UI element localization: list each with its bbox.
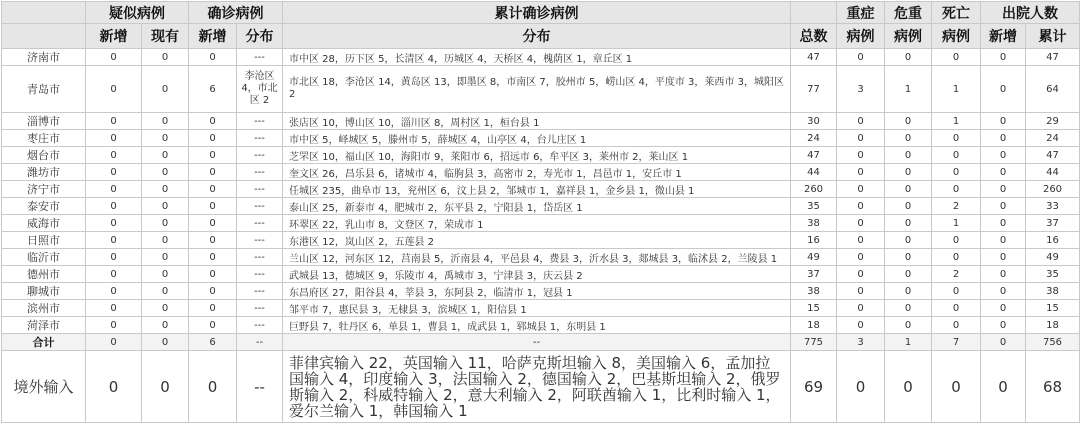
- severe-cell: 3: [837, 334, 885, 351]
- confirmed-dist-cell: ---: [237, 300, 283, 317]
- severe-cell: 0: [837, 49, 885, 66]
- city-cell: 聊城市: [2, 283, 86, 300]
- death-cell: 7: [932, 334, 981, 351]
- suspected-current-cell: 0: [142, 215, 189, 232]
- death-cell: 0: [932, 283, 981, 300]
- discharged-new-cell: 0: [981, 181, 1026, 198]
- header-discharged-total: 累计: [1026, 24, 1080, 49]
- table-row: [2, 266, 1080, 283]
- suspected-current-cell: 0: [142, 300, 189, 317]
- suspected-new-cell: 0: [86, 113, 142, 130]
- city-cell: 菏泽市: [2, 317, 86, 334]
- table-body: [2, 49, 1080, 423]
- critical-cell: 0: [885, 49, 932, 66]
- suspected-new-cell: 0: [86, 130, 142, 147]
- suspected-new-cell: 0: [86, 181, 142, 198]
- suspected-current-cell: 0: [142, 66, 189, 113]
- header-confirmed-dist: 分布: [237, 24, 283, 49]
- city-cell: 合计: [2, 334, 86, 351]
- table-row: [2, 130, 1080, 147]
- confirmed-new-cell: 0: [189, 130, 237, 147]
- header-confirmed-new: 新增: [189, 24, 237, 49]
- discharged-total-cell: 756: [1026, 334, 1080, 351]
- confirmed-new-cell: 6: [189, 334, 237, 351]
- confirmed-dist-cell: ---: [237, 317, 283, 334]
- discharged-total-cell: 15: [1026, 300, 1080, 317]
- header-cum-dist: 分布: [283, 24, 791, 49]
- city-cell: 滨州市: [2, 300, 86, 317]
- suspected-current-cell: 0: [142, 181, 189, 198]
- confirmed-dist-cell: ---: [237, 181, 283, 198]
- discharged-new-cell: 0: [981, 130, 1026, 147]
- suspected-new-cell: 0: [86, 351, 142, 423]
- table-row: [2, 198, 1080, 215]
- death-cell: 0: [932, 49, 981, 66]
- discharged-new-cell: 0: [981, 49, 1026, 66]
- distribution-cell: 市北区 18，李沧区 14，黄岛区 13，即墨区 8，市南区 7，胶州市 5，崂山区 4，平度市 3，莱西市 3，城阳区 2: [283, 66, 791, 113]
- severe-cell: 0: [837, 215, 885, 232]
- confirmed-dist-cell: ---: [237, 249, 283, 266]
- critical-cell: 0: [885, 215, 932, 232]
- critical-cell: 0: [885, 164, 932, 181]
- discharged-new-cell: 0: [981, 283, 1026, 300]
- distribution-cell: 环翠区 22，乳山市 8，文登区 7，荣成市 1: [283, 215, 791, 232]
- severe-cell: 0: [837, 181, 885, 198]
- discharged-new-cell: 0: [981, 249, 1026, 266]
- suspected-new-cell: 0: [86, 49, 142, 66]
- discharged-new-cell: 0: [981, 147, 1026, 164]
- discharged-new-cell: 0: [981, 164, 1026, 181]
- confirmed-new-cell: 0: [189, 215, 237, 232]
- confirmed-dist-cell: ---: [237, 147, 283, 164]
- distribution-cell: 菲律宾输入 22，英国输入 11，哈萨克斯坦输入 8，美国输入 6，孟加拉国输入 4，印度输入 3，法国输入 2，德国输入 2，巴基斯坦输入 2，俄罗斯输入 2，科威特输入 2，意大利输入 2，阿联酋输入 1，比利时输入 1，爱尔兰输入 1，韩国输入 1: [283, 351, 791, 423]
- table-row: [2, 215, 1080, 232]
- discharged-total-cell: 44: [1026, 164, 1080, 181]
- suspected-new-cell: 0: [86, 66, 142, 113]
- severe-cell: 0: [837, 317, 885, 334]
- critical-cell: 0: [885, 113, 932, 130]
- confirmed-new-cell: 0: [189, 232, 237, 249]
- header-suspected-new: 新增: [86, 24, 142, 49]
- distribution-cell: 奎文区 26，昌乐县 6，诸城市 4，临朐县 3，高密市 2，寿光市 1，昌邑市 1，安丘市 1: [283, 164, 791, 181]
- city-cell: 济宁市: [2, 181, 86, 198]
- discharged-total-cell: 260: [1026, 181, 1080, 198]
- header-cum-total: 总数: [791, 24, 837, 49]
- death-cell: 0: [932, 351, 981, 423]
- confirmed-dist-cell: 李沧区 4，市北区 2: [237, 66, 283, 113]
- severe-cell: 0: [837, 266, 885, 283]
- critical-cell: 0: [885, 249, 932, 266]
- table-row: [2, 351, 1080, 423]
- discharged-new-cell: 0: [981, 334, 1026, 351]
- table-row: [2, 164, 1080, 181]
- critical-cell: 1: [885, 334, 932, 351]
- confirmed-new-cell: 0: [189, 283, 237, 300]
- discharged-total-cell: 47: [1026, 49, 1080, 66]
- header-suspected: 疑似病例: [86, 2, 189, 24]
- city-cell: 境外输入: [2, 351, 86, 423]
- suspected-current-cell: 0: [142, 249, 189, 266]
- confirmed-dist-cell: --: [237, 334, 283, 351]
- death-cell: 0: [932, 249, 981, 266]
- suspected-current-cell: 0: [142, 147, 189, 164]
- suspected-current-cell: 0: [142, 164, 189, 181]
- discharged-total-cell: 47: [1026, 147, 1080, 164]
- death-cell: 0: [932, 164, 981, 181]
- critical-cell: 0: [885, 317, 932, 334]
- confirmed-new-cell: 0: [189, 181, 237, 198]
- header-suspected-existing: 现有: [142, 24, 189, 49]
- death-cell: 0: [932, 130, 981, 147]
- total-cell: 38: [791, 215, 837, 232]
- confirmed-dist-cell: ---: [237, 283, 283, 300]
- table-row: [2, 300, 1080, 317]
- confirmed-new-cell: 0: [189, 147, 237, 164]
- confirmed-new-cell: 0: [189, 266, 237, 283]
- discharged-total-cell: 18: [1026, 317, 1080, 334]
- distribution-cell: 东昌府区 27，阳谷县 4，莘县 3，东阿县 2，临清市 1，冠县 1: [283, 283, 791, 300]
- severe-cell: 0: [837, 351, 885, 423]
- city-cell: 烟台市: [2, 147, 86, 164]
- suspected-new-cell: 0: [86, 147, 142, 164]
- city-cell: 日照市: [2, 232, 86, 249]
- suspected-new-cell: 0: [86, 249, 142, 266]
- discharged-new-cell: 0: [981, 317, 1026, 334]
- confirmed-new-cell: 0: [189, 351, 237, 423]
- severe-cell: 0: [837, 198, 885, 215]
- critical-cell: 0: [885, 198, 932, 215]
- covid-case-table: [1, 1, 1080, 423]
- header-death: 死亡: [932, 2, 981, 24]
- confirmed-new-cell: 0: [189, 198, 237, 215]
- critical-cell: 0: [885, 232, 932, 249]
- confirmed-dist-cell: ---: [237, 198, 283, 215]
- total-cell: 69: [791, 351, 837, 423]
- header-cumulative: 累计确诊病例: [283, 2, 791, 24]
- confirmed-new-cell: 0: [189, 49, 237, 66]
- city-cell: 淄博市: [2, 113, 86, 130]
- header-discharged: 出院人数: [981, 2, 1080, 24]
- discharged-total-cell: 64: [1026, 66, 1080, 113]
- table-row: [2, 113, 1080, 130]
- critical-cell: 0: [885, 266, 932, 283]
- header-critical: 危重: [885, 2, 932, 24]
- city-cell: 泰安市: [2, 198, 86, 215]
- suspected-new-cell: 0: [86, 300, 142, 317]
- discharged-new-cell: 0: [981, 215, 1026, 232]
- death-cell: 2: [932, 266, 981, 283]
- confirmed-dist-cell: --: [237, 351, 283, 423]
- confirmed-dist-cell: ---: [237, 49, 283, 66]
- severe-cell: 3: [837, 66, 885, 113]
- suspected-new-cell: 0: [86, 317, 142, 334]
- total-cell: 260: [791, 181, 837, 198]
- city-cell: 济南市: [2, 49, 86, 66]
- discharged-total-cell: 24: [1026, 130, 1080, 147]
- distribution-cell: 张店区 10，博山区 10，淄川区 8，周村区 1，桓台县 1: [283, 113, 791, 130]
- total-cell: 15: [791, 300, 837, 317]
- total-cell: 49: [791, 249, 837, 266]
- confirmed-dist-cell: ---: [237, 215, 283, 232]
- death-cell: 0: [932, 147, 981, 164]
- city-cell: 青岛市: [2, 66, 86, 113]
- discharged-total-cell: 49: [1026, 249, 1080, 266]
- suspected-current-cell: 0: [142, 232, 189, 249]
- distribution-cell: 市中区 28，历下区 5，长清区 4，历城区 4，天桥区 4，槐荫区 1，章丘区 1: [283, 49, 791, 66]
- suspected-current-cell: 0: [142, 49, 189, 66]
- critical-cell: 0: [885, 283, 932, 300]
- suspected-new-cell: 0: [86, 164, 142, 181]
- distribution-cell: 武城县 13，德城区 9，乐陵市 4，禹城市 3，宁津县 3，庆云县 2: [283, 266, 791, 283]
- discharged-new-cell: 0: [981, 198, 1026, 215]
- total-cell: 18: [791, 317, 837, 334]
- table-row: [2, 249, 1080, 266]
- confirmed-new-cell: 0: [189, 317, 237, 334]
- discharged-new-cell: 0: [981, 300, 1026, 317]
- table-row: [2, 147, 1080, 164]
- total-cell: 47: [791, 49, 837, 66]
- header-discharged-new: 新增: [981, 24, 1026, 49]
- distribution-cell: 芝罘区 10，福山区 10，海阳市 9，莱阳市 6，招远市 6，牟平区 3，莱州市 2，莱山区 1: [283, 147, 791, 164]
- distribution-cell: 邹平市 7，惠民县 3，无棣县 3，滨城区 1，阳信县 1: [283, 300, 791, 317]
- confirmed-new-cell: 0: [189, 300, 237, 317]
- discharged-total-cell: 37: [1026, 215, 1080, 232]
- total-cell: 775: [791, 334, 837, 351]
- city-cell: 德州市: [2, 266, 86, 283]
- severe-cell: 0: [837, 232, 885, 249]
- distribution-cell: 市中区 5，峄城区 5，滕州市 5，薛城区 4，山亭区 4，台儿庄区 1: [283, 130, 791, 147]
- critical-cell: 0: [885, 181, 932, 198]
- critical-cell: 0: [885, 300, 932, 317]
- total-cell: 30: [791, 113, 837, 130]
- suspected-new-cell: 0: [86, 283, 142, 300]
- city-cell: 威海市: [2, 215, 86, 232]
- distribution-cell: 兰山区 12，河东区 12，莒南县 5，沂南县 4，平邑县 4，费县 3，沂水县 3，郯城县 3，临沭县 2，兰陵县 1: [283, 249, 791, 266]
- discharged-new-cell: 0: [981, 351, 1026, 423]
- confirmed-dist-cell: ---: [237, 113, 283, 130]
- corner-header: [2, 2, 86, 24]
- discharged-new-cell: 0: [981, 266, 1026, 283]
- header-severe-2: 病例: [837, 24, 885, 49]
- death-cell: 0: [932, 300, 981, 317]
- death-cell: 1: [932, 66, 981, 113]
- discharged-total-cell: 33: [1026, 198, 1080, 215]
- suspected-new-cell: 0: [86, 198, 142, 215]
- table-row: [2, 232, 1080, 249]
- table-row: [2, 317, 1080, 334]
- suspected-new-cell: 0: [86, 266, 142, 283]
- city-cell: 临沂市: [2, 249, 86, 266]
- distribution-cell: 东港区 12，岚山区 2，五莲县 2: [283, 232, 791, 249]
- table-row: [2, 283, 1080, 300]
- city-cell: 枣庄市: [2, 130, 86, 147]
- table-row: [2, 181, 1080, 198]
- discharged-new-cell: 0: [981, 66, 1026, 113]
- suspected-new-cell: 0: [86, 334, 142, 351]
- suspected-current-cell: 0: [142, 266, 189, 283]
- table-row: [2, 334, 1080, 351]
- confirmed-new-cell: 6: [189, 66, 237, 113]
- discharged-total-cell: 68: [1026, 351, 1080, 423]
- severe-cell: 0: [837, 300, 885, 317]
- critical-cell: 0: [885, 130, 932, 147]
- death-cell: 0: [932, 317, 981, 334]
- table-row: [2, 49, 1080, 66]
- table-row: [2, 66, 1080, 113]
- total-cell: 24: [791, 130, 837, 147]
- severe-cell: 0: [837, 164, 885, 181]
- suspected-current-cell: 0: [142, 113, 189, 130]
- critical-cell: 0: [885, 351, 932, 423]
- suspected-current-cell: 0: [142, 130, 189, 147]
- total-cell: 77: [791, 66, 837, 113]
- header-critical-2: 病例: [885, 24, 932, 49]
- severe-cell: 0: [837, 249, 885, 266]
- city-cell: 潍坊市: [2, 164, 86, 181]
- distribution-cell: 任城区 235，曲阜市 13，兖州区 6，汶上县 2，邹城市 1，嘉祥县 1，金乡县 1，微山县 1: [283, 181, 791, 198]
- total-cell: 16: [791, 232, 837, 249]
- suspected-new-cell: 0: [86, 215, 142, 232]
- discharged-new-cell: 0: [981, 232, 1026, 249]
- critical-cell: 0: [885, 147, 932, 164]
- suspected-current-cell: 0: [142, 198, 189, 215]
- death-cell: 0: [932, 181, 981, 198]
- discharged-total-cell: 16: [1026, 232, 1080, 249]
- confirmed-dist-cell: ---: [237, 130, 283, 147]
- header-severe: 重症: [837, 2, 885, 24]
- suspected-current-cell: 0: [142, 334, 189, 351]
- total-cell: 37: [791, 266, 837, 283]
- death-cell: 1: [932, 113, 981, 130]
- total-cell: 38: [791, 283, 837, 300]
- total-cell: 44: [791, 164, 837, 181]
- distribution-cell: 巨野县 7，牡丹区 6，单县 1，曹县 1，成武县 1，郓城县 1，东明县 1: [283, 317, 791, 334]
- corner-header-2: [2, 24, 86, 49]
- severe-cell: 0: [837, 283, 885, 300]
- discharged-total-cell: 38: [1026, 283, 1080, 300]
- distribution-cell: --: [283, 334, 791, 351]
- suspected-current-cell: 0: [142, 283, 189, 300]
- suspected-current-cell: 0: [142, 317, 189, 334]
- death-cell: 1: [932, 215, 981, 232]
- distribution-cell: 泰山区 25，新泰市 4，肥城市 2，东平县 2，宁阳县 1，岱岳区 1: [283, 198, 791, 215]
- header-cum-total-spacer: [791, 2, 837, 24]
- confirmed-new-cell: 0: [189, 113, 237, 130]
- discharged-new-cell: 0: [981, 113, 1026, 130]
- suspected-new-cell: 0: [86, 232, 142, 249]
- severe-cell: 0: [837, 147, 885, 164]
- confirmed-dist-cell: ---: [237, 266, 283, 283]
- header-confirmed: 确诊病例: [189, 2, 283, 24]
- critical-cell: 1: [885, 66, 932, 113]
- severe-cell: 0: [837, 113, 885, 130]
- header-death-2: 病例: [932, 24, 981, 49]
- confirmed-new-cell: 0: [189, 164, 237, 181]
- suspected-current-cell: 0: [142, 351, 189, 423]
- confirmed-dist-cell: ---: [237, 232, 283, 249]
- confirmed-dist-cell: ---: [237, 164, 283, 181]
- death-cell: 0: [932, 232, 981, 249]
- death-cell: 2: [932, 198, 981, 215]
- discharged-total-cell: 35: [1026, 266, 1080, 283]
- confirmed-new-cell: 0: [189, 249, 237, 266]
- total-cell: 47: [791, 147, 837, 164]
- severe-cell: 0: [837, 130, 885, 147]
- discharged-total-cell: 29: [1026, 113, 1080, 130]
- total-cell: 35: [791, 198, 837, 215]
